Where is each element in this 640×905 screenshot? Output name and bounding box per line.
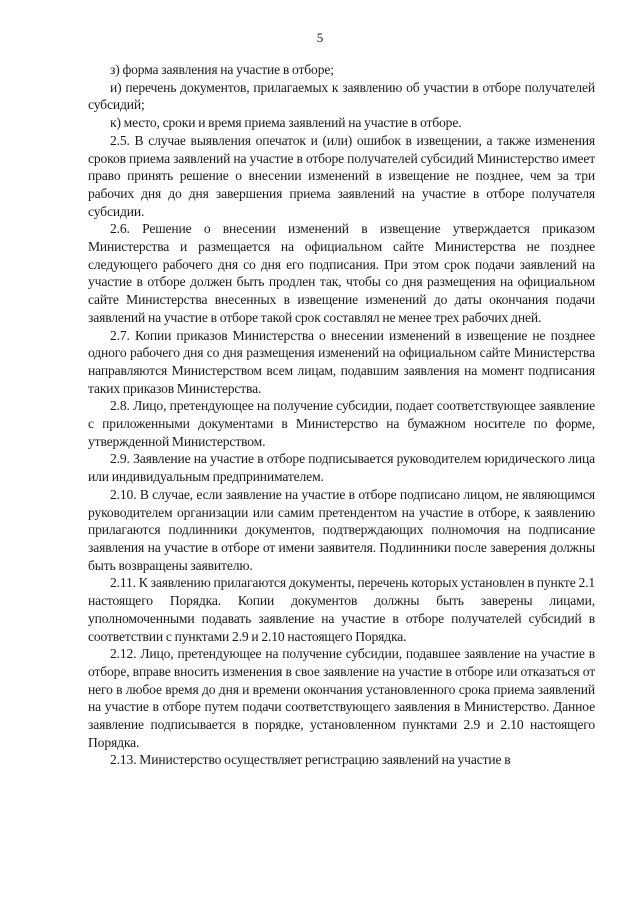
paragraph-item-k: к) место, сроки и время приема заявлений на участие в отборе. [110, 115, 462, 131]
paragraph-2-8: 2.8. Лицо, претендующее на получение субсидии, подает соответствующее заявление с приложенными документами в Министерство на бумажном носителе по форме, утвержденной Министерством. [88, 398, 595, 449]
paragraph-2-11: 2.11. К заявлению прилагаются документы, перечень которых установлен в пункте 2.1 настоящего Порядка. Копии документов должны быть заверены лицами, уполномоченными подавать заявление на участие в отборе получателей субсидий в соответствии с пунктами 2.9 и 2.10 настоящего Порядка. [88, 575, 595, 644]
paragraph-2-12: 2.12. Лицо, претендующее на получение субсидии, подавшее заявление на участие в отборе, вправе вносить изменения в свое заявление на участие в отборе или отказаться от него в любое время до дня и времени окончания установленного срока приема заявлений на участие в отборе путем подачи соответствующего заявления в Министерство. Данное заявление подписывается в порядке, установленном пунктами 2.9 и 2.10 настоящего Порядка. [88, 646, 595, 750]
document-body [88, 61, 595, 769]
paragraph-item-i: и) перечень документов, прилагаемых к заявлению об участии в отборе получателей субсидий; [88, 79, 595, 113]
paragraph-item-z: з) форма заявления на участие в отборе; [110, 62, 334, 77]
page-number: 5 [316, 30, 324, 45]
paragraph-2-7: 2.7. Копии приказов Министерства о внесении изменений в извещение не позднее одного рабочего дня со дня размещения изменений на официальном сайте Министерства направляются Министерством всем лицам, подавшим заявления на момент подписания таких приказов Министерства. [88, 327, 595, 396]
paragraph-2-9: 2.9. Заявление на участие в отборе подписывается руководителем юридического лица или индивидуальным предпринимателем. [88, 451, 595, 485]
paragraph-2-6: 2.6. Решение о внесении изменений в извещение утверждается приказом Министерства и размещается на официальном сайте Министерства не позднее следующего рабочего дня со дня его подписания. При этом срок подачи заявлений на участие в отборе должен быть продлен так, чтобы со дня размещения на официальном сайте Министерства внесенных в извещение изменений до даты окончания подачи заявлений на участие в отборе такой срок составлял не менее трех рабочих дней. [88, 221, 595, 325]
paragraph-2-5: 2.5. В случае выявления опечаток и (или) ошибок в извещении, а также изменения сроков приема заявлений на участие в отборе получателей субсидий Министерство имеет право принять решение о внесении изменений в извещение не позднее, чем за три рабочих дня до дня завершения приема заявлений на участие в отборе получателя субсидии. [88, 132, 595, 219]
paragraph-2-13: 2.13. Министерство осуществляет регистрацию заявлений на участие в [110, 752, 511, 768]
paragraph-2-10: 2.10. В случае, если заявление на участие в отборе подписано лицом, не являющимся руководителем организации или самим претендентом на участие в отборе, к заявлению прилагаются подлинники документов, подтверждающих полномочия на подписание заявления на участие в отборе от имени заявителя. Подлинники после заверения должны быть возвращены заявителю. [88, 486, 595, 573]
